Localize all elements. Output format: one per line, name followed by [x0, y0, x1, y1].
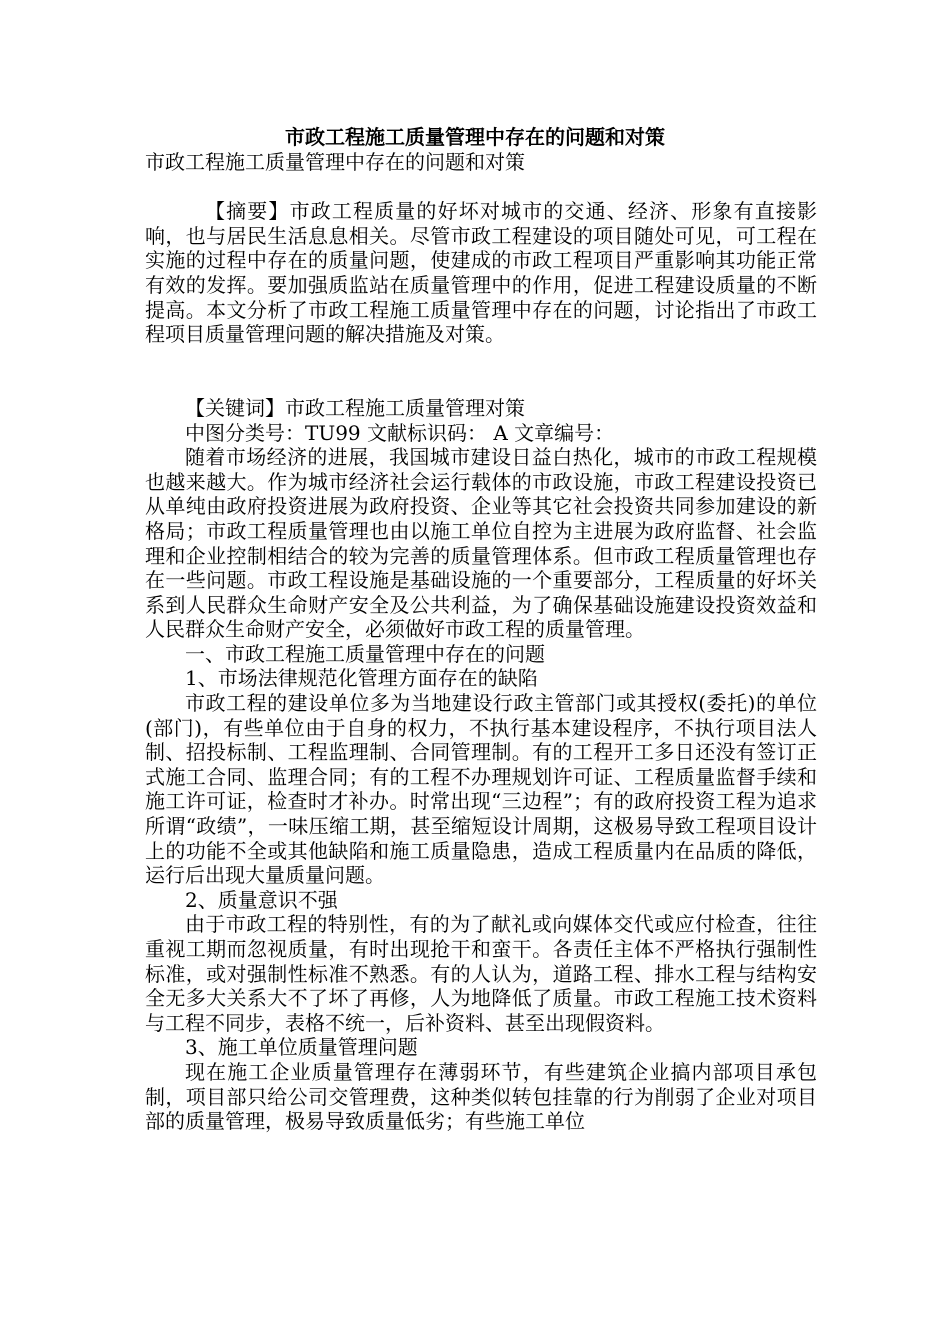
- document-title: 市政工程施工质量管理中存在的问题和对策: [285, 125, 665, 149]
- paragraph-3: 现在施工企业质量管理存在薄弱环节，有些建筑企业搞内部项目承包制，项目部只给公司交管理费，这种类似转包挂靠的行为削弱了企业对项目部的质量管理，极易导致质量低劣；有些施工单位: [145, 1059, 817, 1134]
- subsection-heading-3: 3、施工单位质量管理问题: [185, 1035, 418, 1060]
- blank-line: [145, 347, 817, 372]
- classification-line: 中图分类号：TU99 文献标识码： A 文章编号：: [185, 420, 615, 445]
- section-heading-1: 一、市政工程施工质量管理中存在的问题: [185, 641, 545, 666]
- paragraph-1: 市政工程的建设单位多为当地建设行政主管部门或其授权(委托)的单位(部门)，有些单位由于自身的权力，不执行基本建设程序，不执行项目法人制、招投标制、工程监理制、合同管理制。有的工程开工多日还没有签订正式施工合同、监理合同；有的工程不办理规划许可证、工程质量监督手续和施工许可证，检查时才补办。时常出现“三边程”；有的政府投资工程为追求所谓“政绩”，一味压缩工期，甚至缩短设计周期，这极易导致工程项目设计上的功能不全或其他缺陷和施工质量隐患，造成工程质量内在品质的降低，运行后出现大量质量问题。: [145, 691, 817, 888]
- blank-line: [145, 175, 817, 200]
- subsection-heading-2: 2、质量意识不强: [185, 887, 338, 912]
- keywords-line: 【关键词】市政工程施工质量管理对策: [185, 395, 525, 420]
- subsection-heading-1: 1、市场法律规范化管理方面存在的缺陷: [185, 666, 538, 691]
- blank-line: [145, 371, 817, 396]
- abstract-paragraph: 【摘要】市政工程质量的好坏对城市的交通、经济、形象有直接影响，也与居民生活息息相关。尽管市政工程建设的项目随处可见，可工程在实施的过程中存在的质量问题，使建成的市政工程项目严重影响其功能正常有效的发挥。要加强质监站在质量管理中的作用，促进工程建设质量的不断提高。本文分析了市政工程施工质量管理中存在的问题，讨论指出了市政工程项目质量管理问题的解决措施及对策。: [145, 199, 817, 347]
- document-body: [145, 150, 817, 1134]
- document-subtitle: 市政工程施工质量管理中存在的问题和对策: [145, 150, 525, 174]
- paragraph-2: 由于市政工程的特别性，有的为了献礼或向媒体交代或应付检查，往往重视工期而忽视质量，有时出现抢干和蛮干。各责任主体不严格执行强制性标准，或对强制性标准不熟悉。有的人认为，道路工程、排水工程与结构安全无多大关系大不了坏了再修，人为地降低了质量。市政工程施工技术资料与工程不同步，表格不统一，后补资料、甚至出现假资料。: [145, 912, 817, 1035]
- intro-paragraph: 随着市场经济的进展，我国城市建设日益白热化，城市的市政工程规模也越来越大。作为城市经济社会运行载体的市政设施，市政工程建设投资已从单纯由政府投资进展为政府投资、企业等其它社会投资共同参加建设的新格局；市政工程质量管理也由以施工单位自控为主进展为政府监督、社会监理和企业控制相结合的较为完善的质量管理体系。但市政工程质量管理也存在一些问题。市政工程设施是基础设施的一个重要部分，工程质量的好坏关系到人民群众生命财产安全及公共利益，为了确保基础设施建设投资效益和人民群众生命财产安全，必须做好市政工程的质量管理。: [145, 445, 817, 642]
